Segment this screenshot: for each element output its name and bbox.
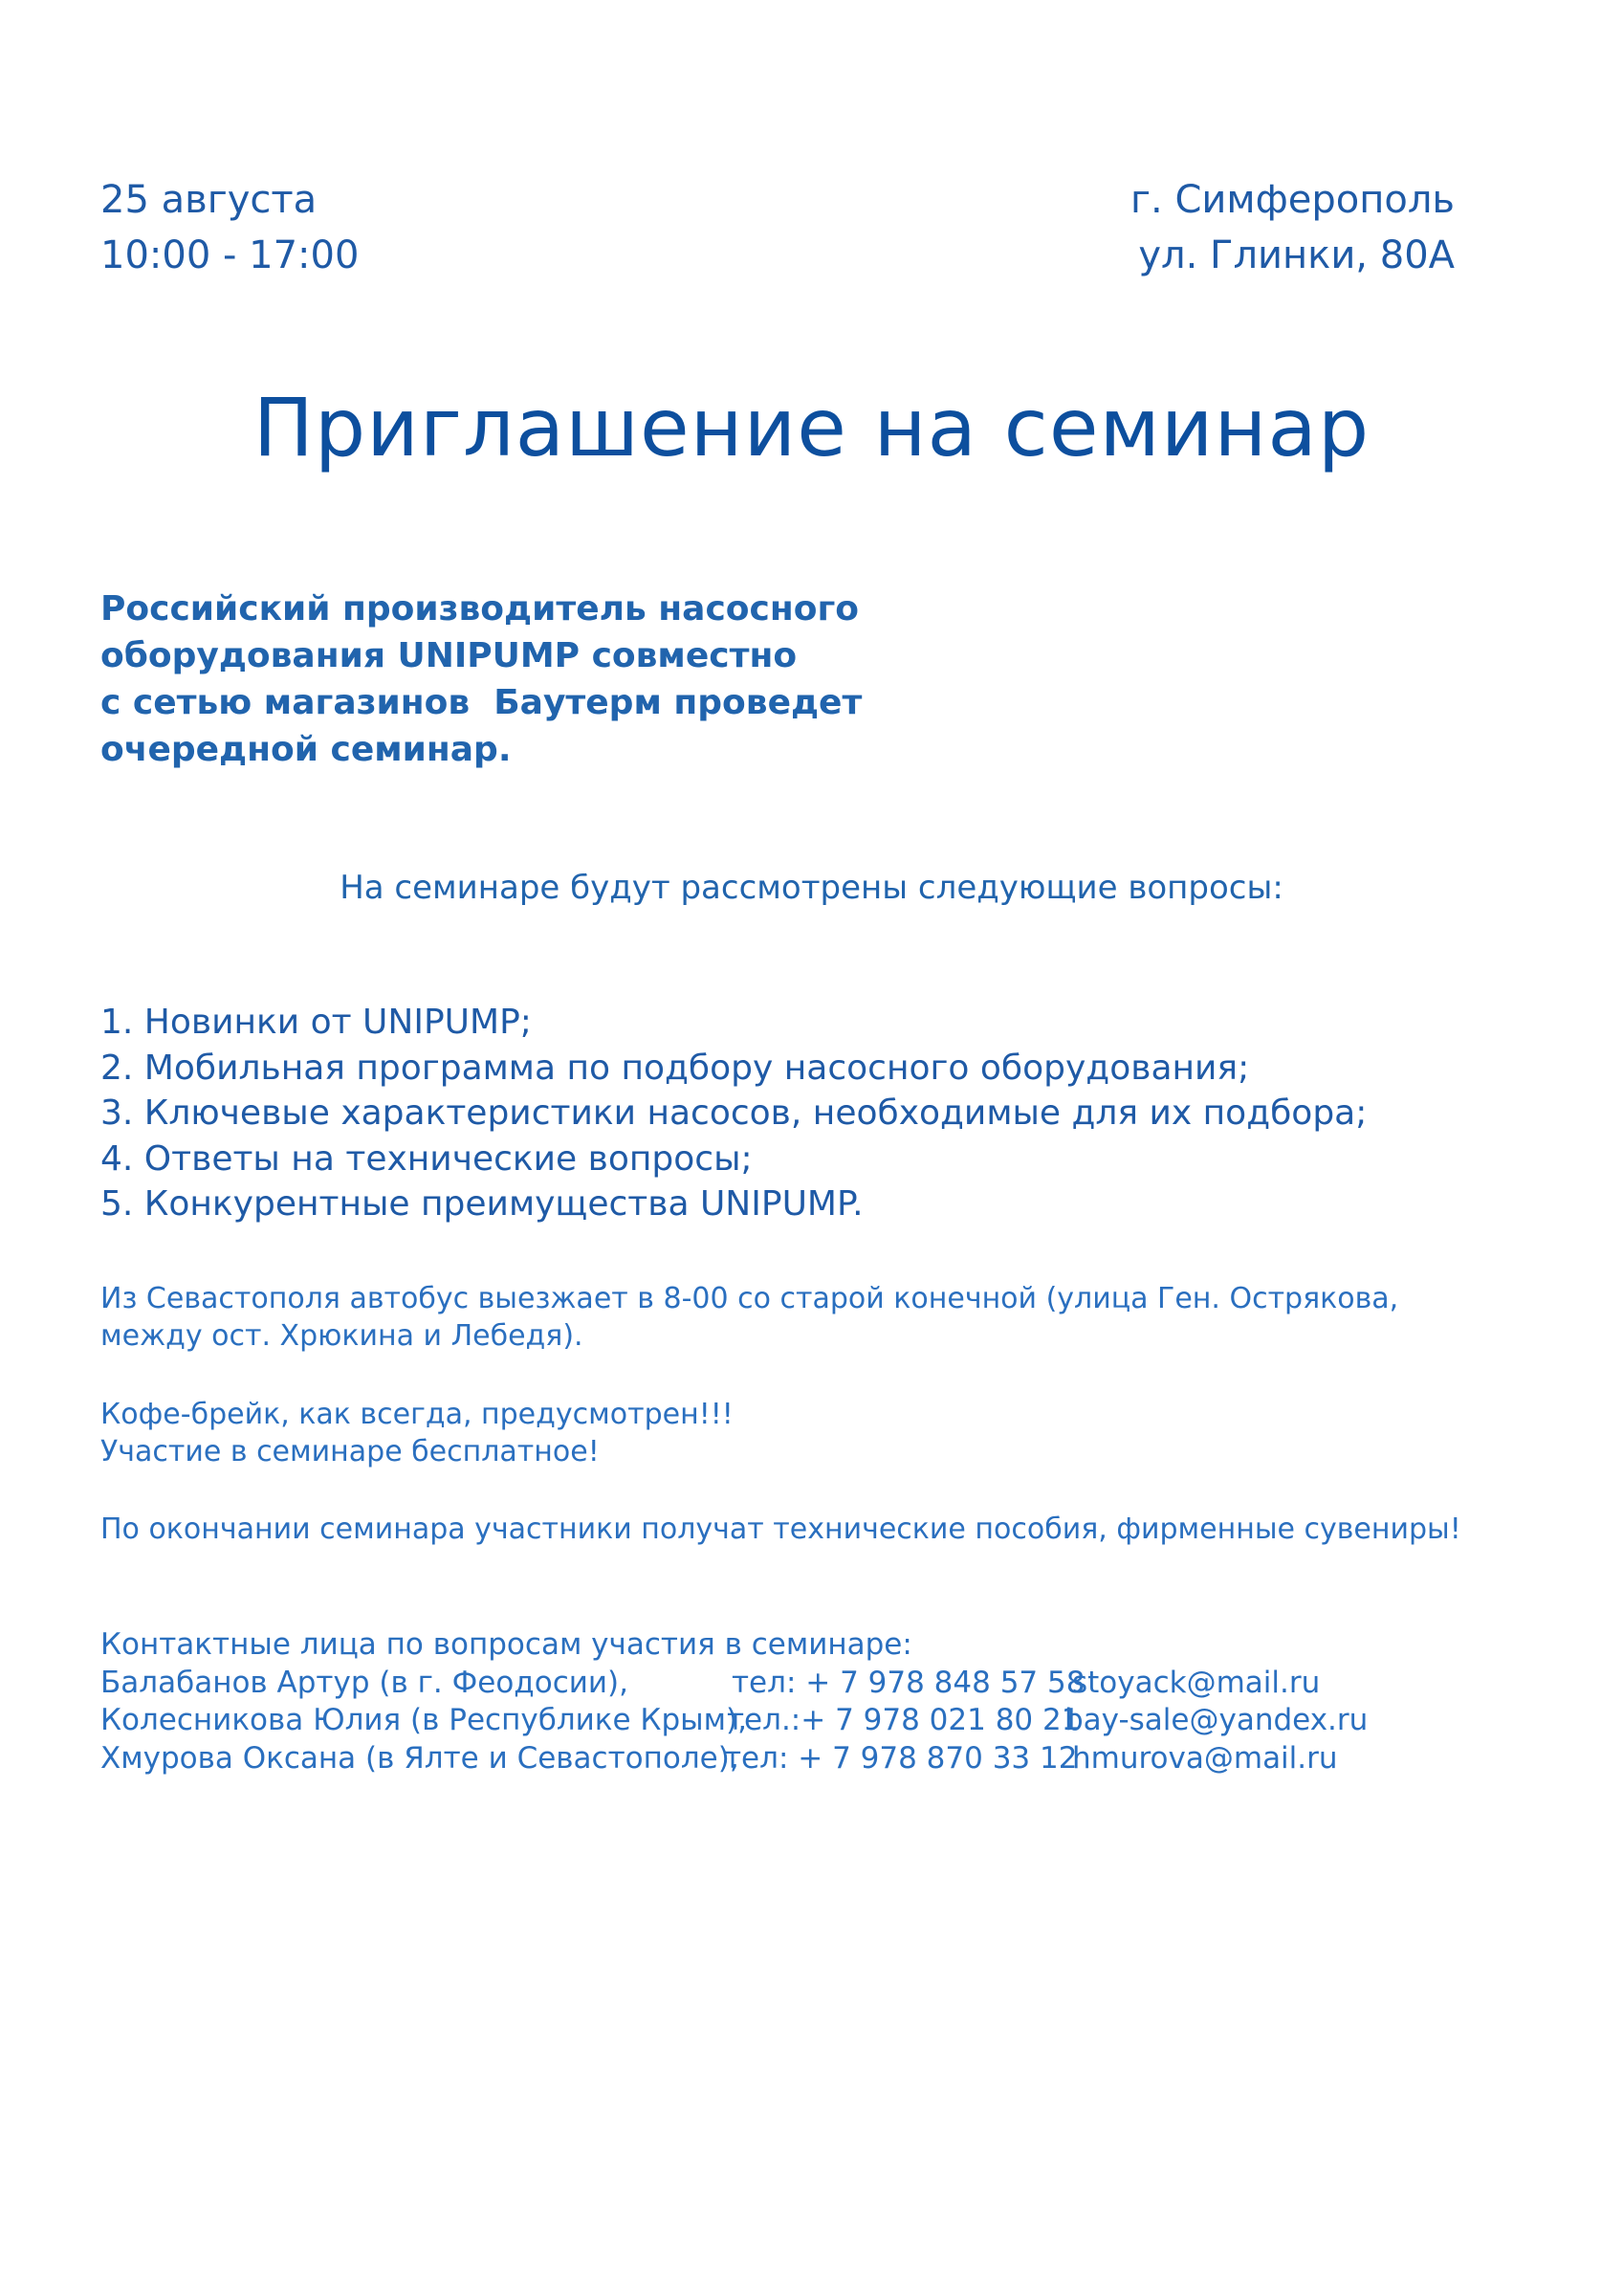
contact-email[interactable]: hmurova@mail.ru — [1072, 1740, 1338, 1776]
contact-phone[interactable]: тел: + 7 978 870 33 12 — [724, 1740, 1078, 1776]
event-datetime — [100, 172, 359, 283]
page-title: Приглашение на семинар — [252, 381, 1371, 475]
coffee-info-line: Кофе-брейк, как всегда, предусмотрен!!! — [100, 1398, 734, 1431]
souvenirs-info: По окончании семинара участники получат технические пособия, фирменные сувениры! — [100, 1512, 1461, 1546]
contact-email[interactable]: stoyack@mail.ru — [1072, 1665, 1321, 1700]
contact-phone[interactable]: тел: + 7 978 848 57 58 — [732, 1665, 1086, 1700]
questions-heading: На семинаре будут рассмотрены следующие вопросы: — [340, 869, 1283, 907]
intro-paragraph — [100, 585, 961, 773]
event-date: 25 августа — [100, 178, 318, 222]
contact-email[interactable]: bay-sale@yandex.ru — [1064, 1703, 1369, 1737]
contacts-block — [100, 1626, 1369, 1777]
event-time: 10:00 - 17:00 — [100, 233, 360, 277]
contact-name: Балабанов Артур (в г. Феодосии), — [100, 1665, 628, 1700]
contact-phone[interactable]: тел.:+ 7 978 021 80 21 — [727, 1703, 1081, 1737]
list-item: 4. Ответы на технические вопросы; — [100, 1138, 753, 1179]
bus-info-line: Из Севастополя автобус выезжает в 8-00 со старой конечной (улица Ген. Острякова, — [100, 1282, 1399, 1315]
contacts-heading — [100, 1626, 912, 1665]
coffee-info — [100, 1396, 734, 1470]
list-item: 5. Конкурентные преимущества UNIPUMP. — [100, 1184, 864, 1224]
contact-row — [100, 1740, 1338, 1778]
intro-line: с сетью магазинов Баутерм проведет — [100, 683, 863, 722]
list-item: 2. Мобильная программа по подбору насосного оборудования; — [100, 1048, 1250, 1088]
free-participation-line: Участие в семинаре бесплатное! — [100, 1435, 600, 1468]
question-list — [100, 1000, 1367, 1227]
intro-line: Российский производитель насосного — [100, 589, 860, 629]
event-location — [1130, 172, 1455, 283]
list-item: 1. Новинки от UNIPUMP; — [100, 1003, 532, 1042]
contact-row — [100, 1702, 1369, 1740]
intro-line: очередной семинар. — [100, 730, 512, 769]
contact-name: Хмурова Оксана (в Ялте и Севастополе), — [100, 1740, 739, 1776]
contact-name: Колесникова Юлия (в Республике Крым), — [100, 1703, 747, 1737]
contact-row — [100, 1665, 1321, 1703]
event-address: ул. Глинки, 80А — [1138, 233, 1455, 277]
bus-info-line: между ост. Хрюкина и Лебедя). — [100, 1319, 583, 1353]
intro-line: оборудования UNIPUMP совместно — [100, 636, 798, 675]
contacts-heading-text: Контактные лица по вопросам участия в семинаре: — [100, 1627, 912, 1662]
bus-info — [100, 1280, 1398, 1355]
list-item: 3. Ключевые характеристики насосов, необходимые для их подбора; — [100, 1093, 1368, 1133]
event-city: г. Симферополь — [1130, 178, 1455, 222]
